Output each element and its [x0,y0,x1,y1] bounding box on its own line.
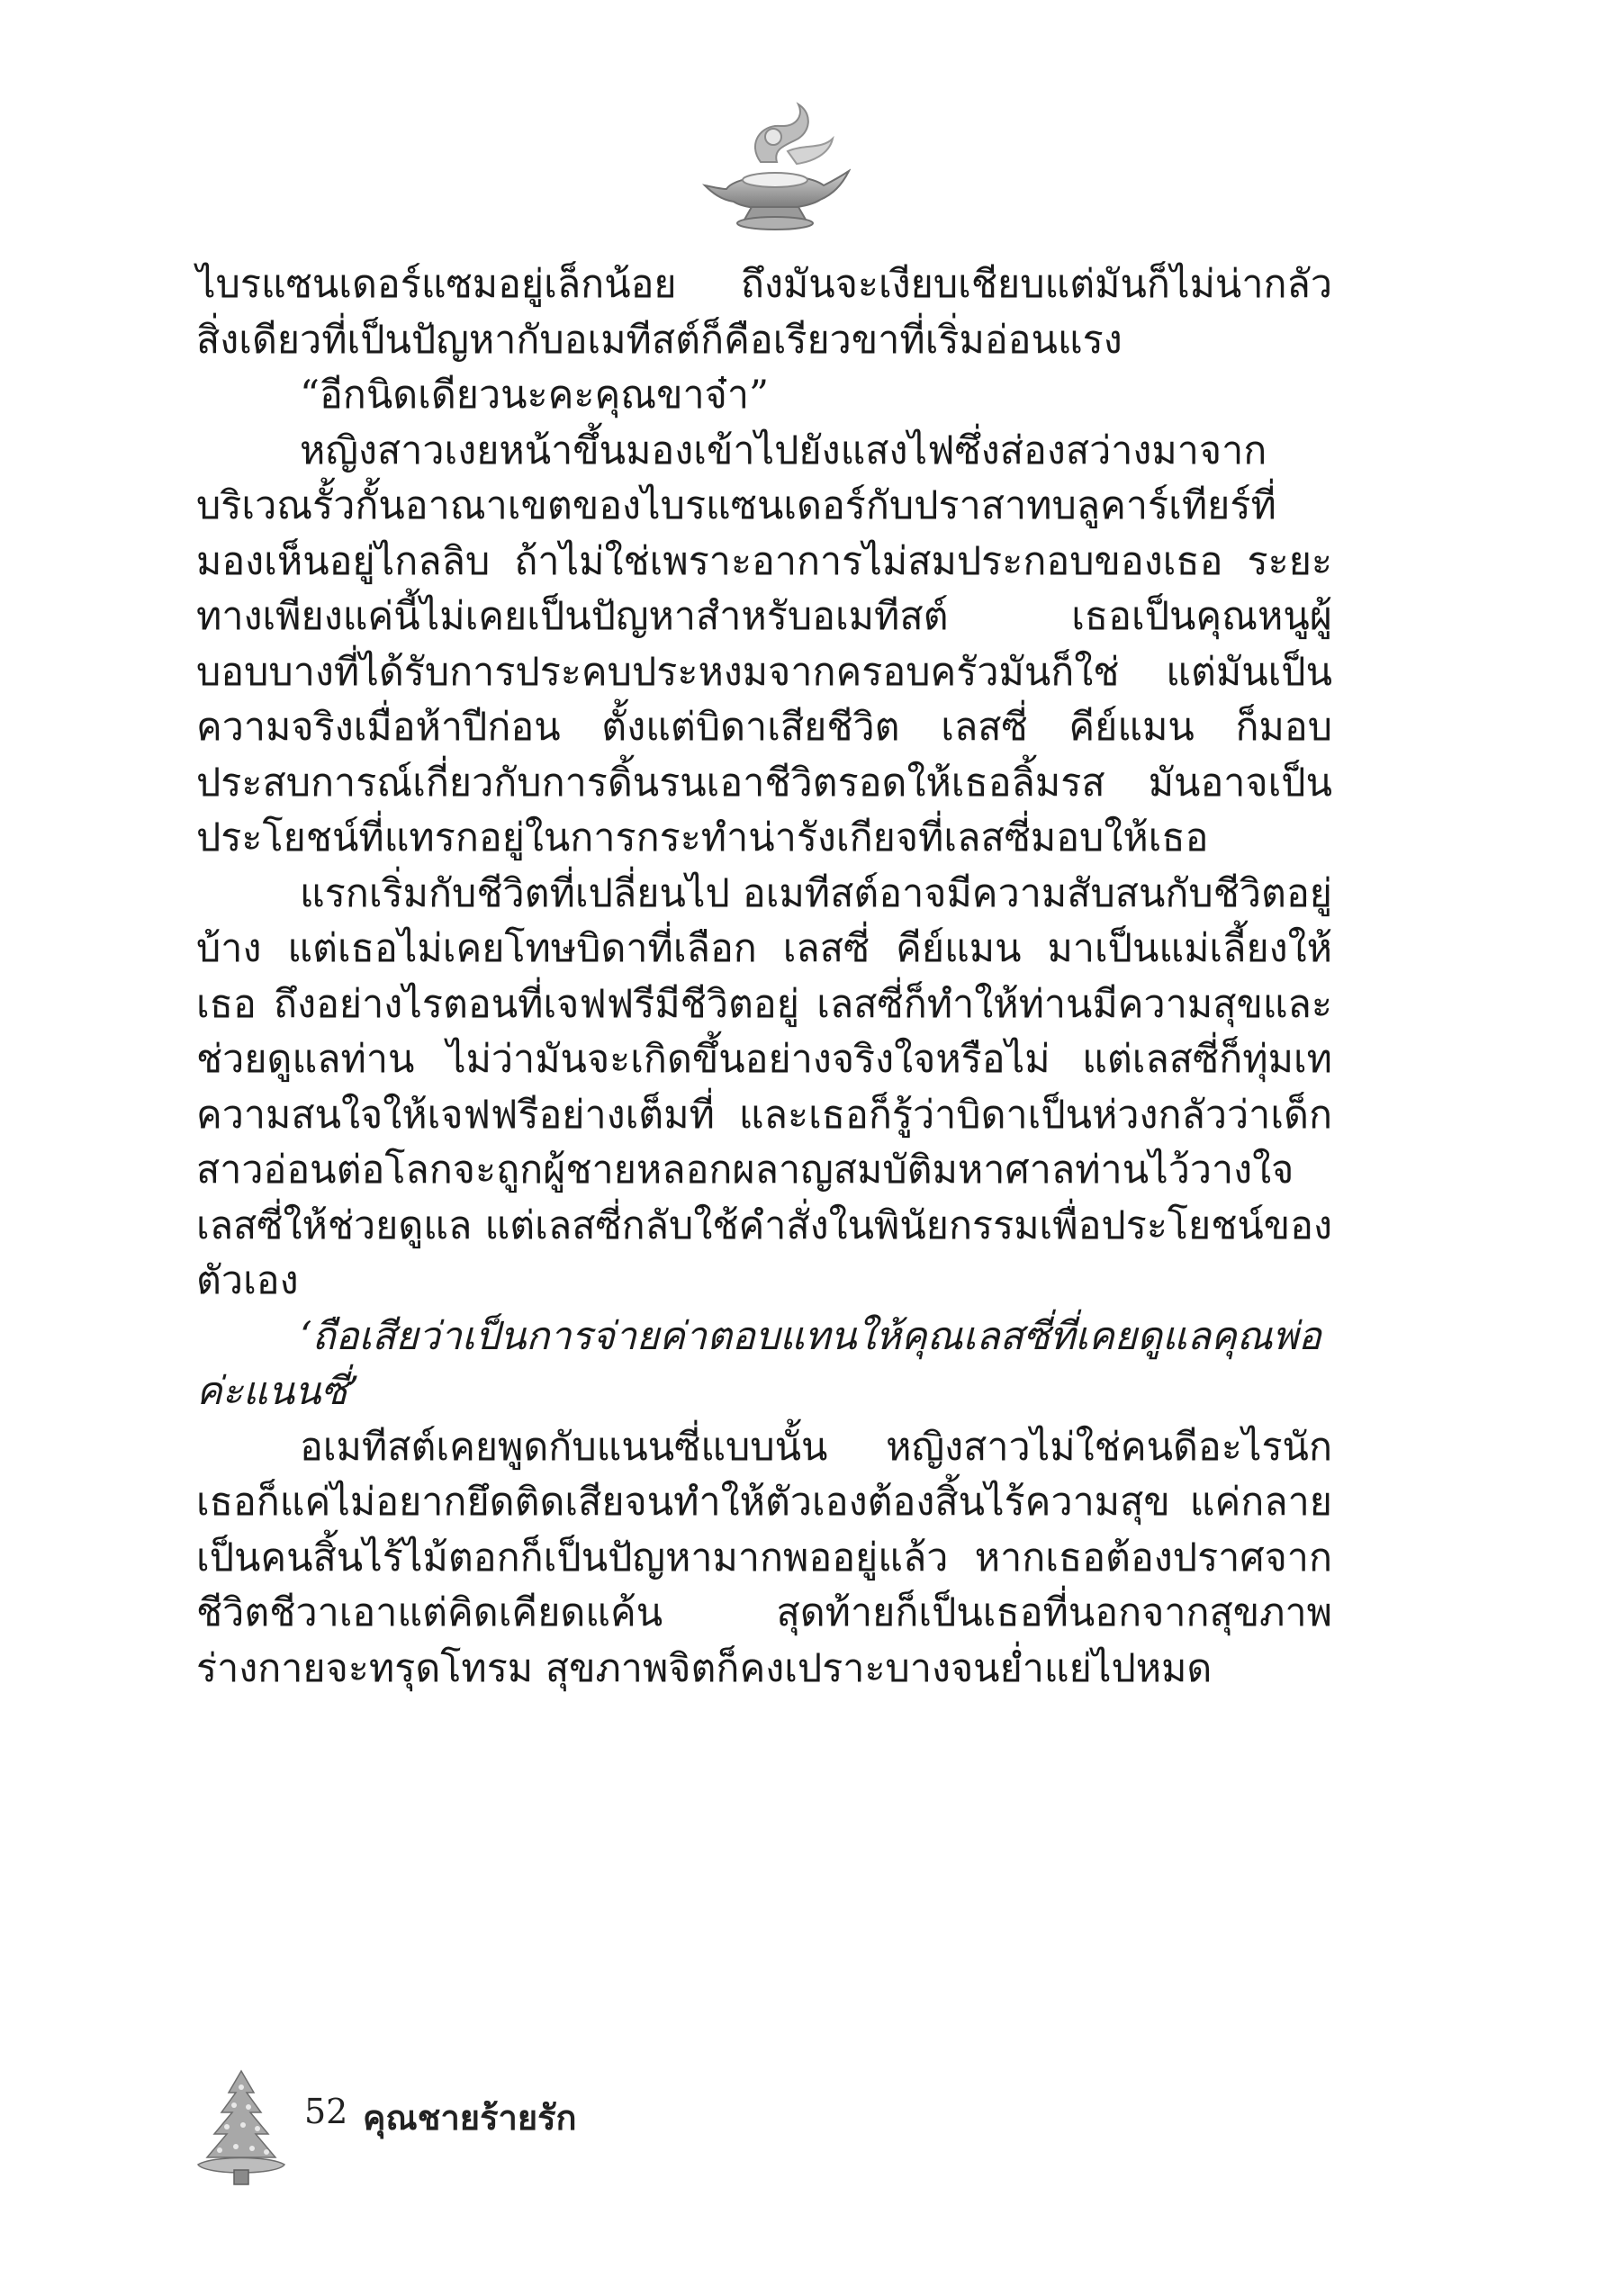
book-title: คุณชายร้ายรัก [363,2098,577,2138]
body-text [196,257,1332,1697]
paragraph: อเมทีสต์เคยพูดกับแนนซี่แบบนั้น หญิงสาวไม่ใช่คนดีอะไรนักเธอก็แค่ไม่อยากยึดติดเสียจนทำให้ตัวเองต้องสิ้นไร้ความสุข แค่กลายเป็นคนสิ้นไร้ไม้ตอกก็เป็นปัญหามากพออยู่แล้ว หากเธอต้องปราศจากชีวิตชีวาเอาแต่คิดเคียดแค้น สุดท้ายก็เป็นเธอที่นอกจากสุขภาพร่างกายจะทรุดโทรม สุขภาพจิตก็คงเปราะบางจนย่ำแย่ไปหมด [196,1424,1332,1691]
italic-quote: ‘ถือเสียว่าเป็นการจ่ายค่าตอบแทนให้คุณเลสซี่ที่เคยดูแลคุณพ่อค่ะแนนซี่’ [196,1313,1321,1414]
genie-lamp-icon [698,99,851,234]
paragraph: หญิงสาวเงยหน้าขึ้นมองเข้าไปยังแสงไฟซึ่งส่องสว่างมาจากบริเวณรั้วกั้นอาณาเขตของไบรแซนเดอร์กับปราสาทบลูคาร์เทียร์ที่มองเห็นอยู่ไกลลิบ ถ้าไม่ใช่เพราะอาการไม่สมประกอบของเธอ ระยะทางเพียงแค่นี้ไม่เคยเป็นปัญหาสำหรับอเมทีสต์ เธอเป็นคุณหนูผู้บอบบางที่ได้รับการประคบประหงมจากครอบครัวมันก็ใช่ แต่มันเป็นความจริงเมื่อห้าปีก่อน ตั้งแต่บิดาเสียชีวิต เลสซี่ คีย์แมน ก็มอบประสบการณ์เกี่ยวกับการดิ้นรนเอาชีวิตรอดให้เธอลิ้มรส มันอาจเป็นประโยชน์ที่แทรกอยู่ในการกระทำน่ารังเกียจที่เลสซี่มอบให้เธอ [196,428,1332,860]
dialogue-line: “อีกนิดเดียวนะคะคุณขาจ๋า” [300,373,769,418]
ornamental-tree-icon [191,2066,292,2192]
paragraph: ไบรแซนเดอร์แซมอยู่เล็กน้อย ถึงมันจะเงียบเชียบแต่มันก็ไม่น่ากลัว สิ่งเดียวที่เป็นปัญหากับอเมทีสต์ก็คือเรียวขาที่เริ่มอ่อนแรง [196,262,1332,363]
page-number: 52 [304,2092,348,2131]
paragraph: แรกเริ่มกับชีวิตที่เปลี่ยนไป อเมทีสต์อาจมีความสับสนกับชีวิตอยู่บ้าง แต่เธอไม่เคยโทษบิดาที่เลือก เลสซี่ คีย์แมน มาเป็นแม่เลี้ยงให้เธอ ถึงอย่างไรตอนที่เจฟฟรีมีชีวิตอยู่ เลสซี่ก็ทำให้ท่านมีความสุขและช่วยดูแลท่าน ไม่ว่ามันจะเกิดขึ้นอย่างจริงใจหรือไม่ แต่เลสซี่ก็ทุ่มเทความสนใจให้เจฟฟรีอย่างเต็มที่ และเธอก็รู้ว่าบิดาเป็นห่วงกลัวว่าเด็กสาวอ่อนต่อโลกจะถูกผู้ชายหลอกผลาญสมบัติมหาศาลท่านไว้วางใจเลสซี่ให้ช่วยดูแล แต่เลสซี่กลับใช้คำสั่งในพินัยกรรมเพื่อประโยชน์ของตัวเอง [196,870,1332,1303]
